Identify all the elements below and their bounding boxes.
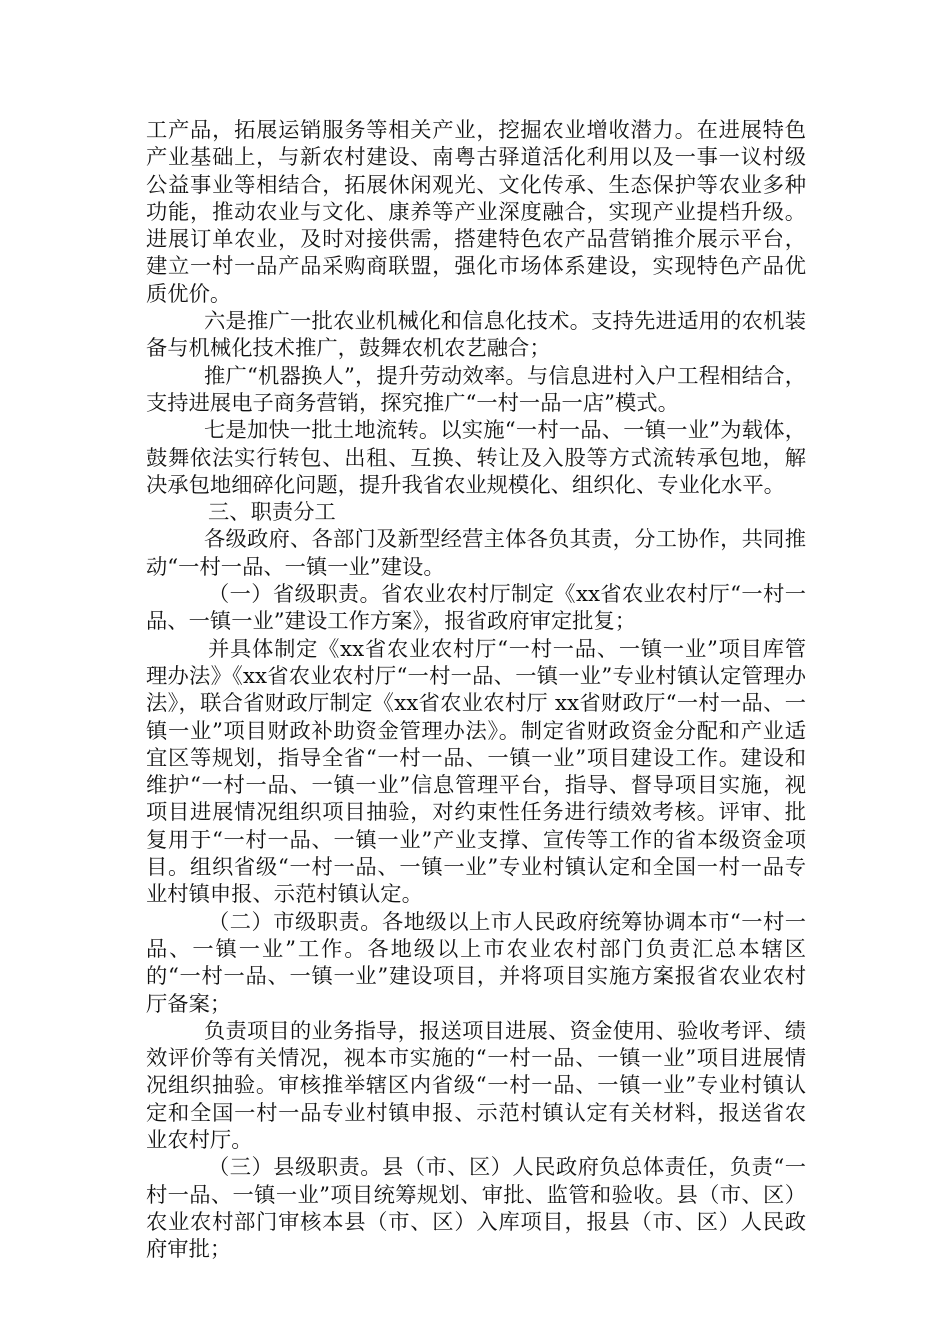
paragraph-5: 各级政府、各部门及新型经营主体各负其责，分工协作，共同推动“一村一品、一镇一业”建设。 xyxy=(146,527,806,580)
paragraph-8: （二）市级职责。各地级以上市人民政府统筹协调本市“一村一品、一镇一业”工作。各地级以上市农业农村部门负责汇总本辖区的“一村一品、一镇一业”建设项目，并将项目实施方案报省农业农村厅备案； xyxy=(146,909,806,1017)
paragraph-9: 负责项目的业务指导，报送项目进展、资金使用、验收考评、绩效评价等有关情况，视本市实施的“一村一品、一镇一业”项目进展情况组织抽验。审核推举辖区内省级“一村一品、一镇一业”专业村镇认定和全国一村一品专业村镇申报、示范村镇认定有关材料，报送省农业农村厅。 xyxy=(146,1018,806,1153)
paragraph-4: 七是加快一批土地流转。以实施“一村一品、一镇一业”为载体，鼓舞依法实行转包、出租、互换、转让及入股等方式流转承包地，解决承包地细碎化问题，提升我省农业规模化、组织化、专业化水平。 xyxy=(146,418,806,498)
paragraph-7: 并具体制定《xx省农业农村厅“一村一品、一镇一业”项目库管理办法》《xx省农业农村厅“一村一品、一镇一业”专业村镇认定管理办法》，联合省财政厅制定《xx省农业农村厅 xx省财政厅“一村一品、一镇一业”项目财政补助资金管理办法》。制定省财政资金分配和产业适宜区等规划，指导全省“一村一品、一镇一业”项目建设工作。建设和维护“一村一品、一镇一业”信息管理平台，指导、督导项目实施，视项目进展情况组织项目抽验，对约束性任务进行绩效考核。评审、批复用于“一村一品、一镇一业”产业支撑、宣传等工作的省本级资金项目。组织省级“一村一品、一镇一业”专业村镇认定和全国一村一品专业村镇申报、示范村镇认定。 xyxy=(146,636,806,908)
section-heading: 三、职责分工 xyxy=(208,500,336,526)
paragraph-2: 六是推广一批农业机械化和信息化技术。支持先进适用的农机装备与机械化技术推广，鼓舞农机农艺融合； xyxy=(146,309,806,362)
paragraph-10: （三）县级职责。县（市、区）人民政府负总体责任，负责“一村一品、一镇一业”项目统筹规划、审批、监管和验收。县（市、区）农业农村部门审核本县（市、区）入库项目，报县（市、区）人民政府审批； xyxy=(146,1155,806,1263)
document-body xyxy=(146,117,806,1263)
paragraph-1: 工产品，拓展运销服务等相关产业，挖掘农业增收潜力。在进展特色产业基础上，与新农村建设、南粤古驿道活化利用以及一事一议村级公益事业等相结合，拓展休闲观光、文化传承、生态保护等农业多种功能，推动农业与文化、康养等产业深度融合，实现产业提档升级。进展订单农业，及时对接供需，搭建特色农产品营销推介展示平台，建立一村一品产品采购商联盟，强化市场体系建设，实现特色产品优质优价。 xyxy=(146,118,806,307)
paragraph-6: （一）省级职责。省农业农村厅制定《xx省农业农村厅“一村一品、一镇一业”建设工作方案》，报省政府审定批复； xyxy=(146,582,806,635)
paragraph-3: 推广“机器换人”，提升劳动效率。与信息进村入户工程相结合，支持进展电子商务营销，探究推广“一村一品一店”模式。 xyxy=(146,363,806,416)
